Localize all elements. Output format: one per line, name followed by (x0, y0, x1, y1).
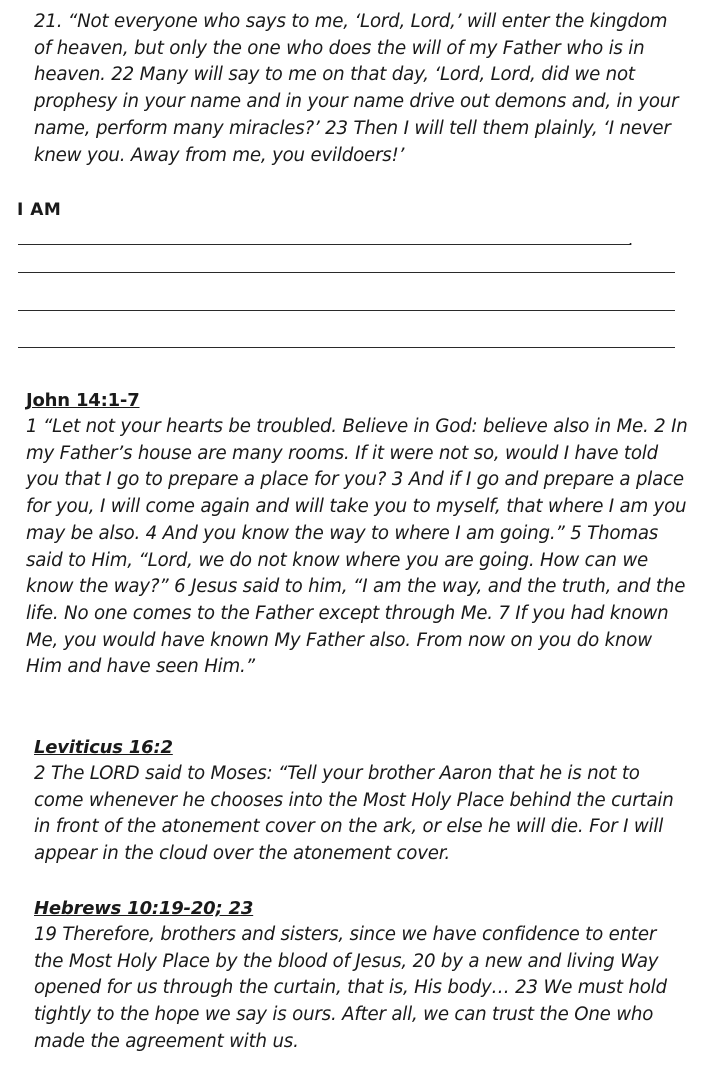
answer-line-1[interactable] (18, 244, 630, 245)
hebrews-heading: Hebrews 10:19-20; 23 (34, 898, 254, 919)
hebrews-passage: 19 Therefore, brothers and sisters, since we have confidence to enter the Most Holy Place by the blood of Jesus, 20 by a new and living Way opened for us through the curtain, that is, His body… 23 We must hold tightly to the hope we say is ours. After all, we can trust the One who made the agreement with us. (34, 924, 667, 1052)
answer-line-2[interactable] (18, 272, 675, 273)
leviticus-passage: 2 The LORD said to Moses: “Tell your brother Aaron that he is not to come whenever he chooses into the Most Holy Place behind the curtain in front of the atonement cover on the ark, or else he will die. For I will appear in the cloud over the atonement cover. (34, 763, 674, 865)
john-passage: 1 “Let not your hearts be troubled. Believe in God: believe also in Me. 2 In my Father’s house are many rooms. If it were not so, would I have told you that I go to prepare a place for you? 3 And if I go and prepare a place for you, I will come again and will take you to myself, that where I am you may be also. 4 And you know the way to where I am going.” 5 Thomas said to Him, “Lord, we do not know where you are going. How can we know the way?” 6 Jesus said to him, “I am the way, and the truth, and the life. No one comes to the Father except through Me. 7 If you had known Me, you would have known My Father also. From now on you do know Him and have seen Him.” (26, 416, 688, 678)
matthew-passage: 21. “Not everyone who says to me, ‘Lord, Lord,’ will enter the kingdom of heaven, but only the one who does the will of my Father who is in heaven. 22 Many will say to me on that day, ‘Lord, Lord, did we not prophesy in your name and in your name drive out demons and, in your name, perform many miracles?’ 23 Then I will tell them plainly, ‘I never knew you. Away from me, you evildoers!’ (34, 11, 679, 166)
i-am-label: I AM (17, 200, 62, 220)
john-heading: John 14:1-7 (26, 390, 140, 411)
leviticus-heading: Leviticus 16:2 (34, 737, 173, 758)
answer-line-4[interactable] (18, 347, 675, 348)
answer-line-3[interactable] (18, 310, 675, 311)
answer-line-1-period: . (628, 230, 634, 249)
